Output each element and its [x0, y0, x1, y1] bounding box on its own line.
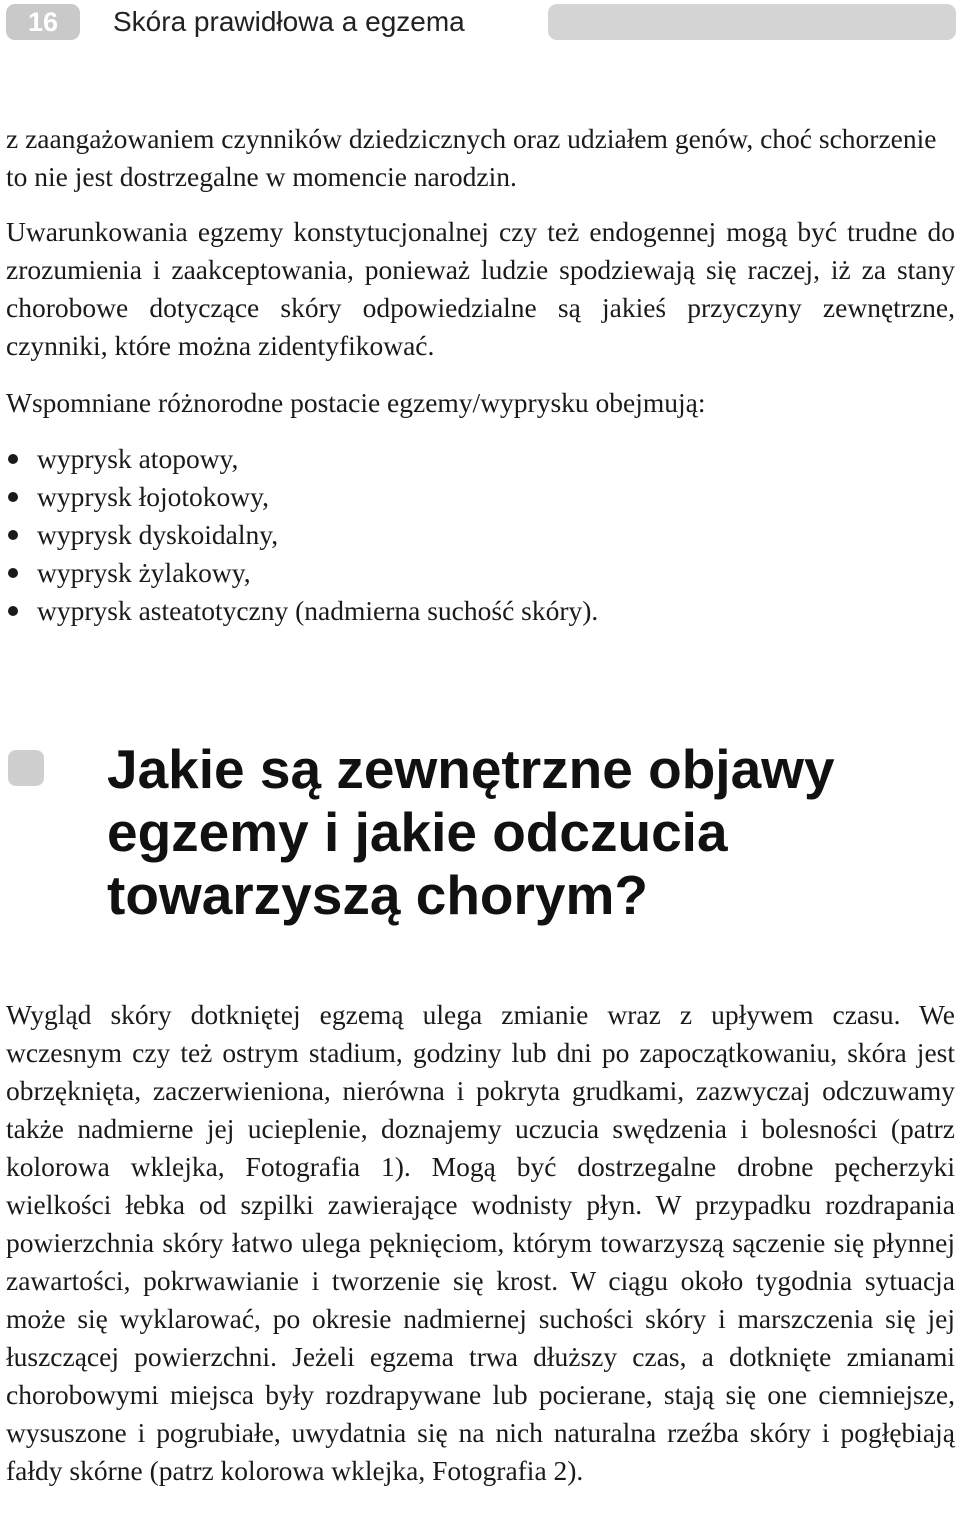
list-item-text: wyprysk żylakowy, — [37, 557, 251, 588]
page-header — [0, 0, 960, 46]
paragraph-causes: Uwarunkowania egzemy konstytucjonalnej czy też endogennej mogą być trudne do zrozumienia i zaakceptowania, ponieważ ludzie spodziewają się raczej, iż za stany chorobowe dotyczące skóry odpowiedzialne są jakieś przyczyny zewnętrzne, czynniki, które można zidentyfikować. — [6, 216, 955, 361]
bullet-icon — [8, 606, 18, 616]
page-number-badge: 16 — [6, 4, 80, 40]
list-item — [0, 478, 949, 516]
paragraph-intro: z zaangażowaniem czynników dziedzicznych oraz udziałem genów, choć schorzenie to nie jest dostrzegalne w momencie narodzin. — [6, 123, 937, 192]
chapter-title: Skóra prawidłowa a egzema — [113, 6, 465, 37]
bullet-icon — [8, 454, 18, 464]
paragraph-list-intro: Wspomniane różnorodne postacie egzemy/wyprysku obejmują: — [6, 387, 706, 418]
section-body-paragraph: Wygląd skóry dotkniętej egzemą ulega zmianie wraz z upływem czasu. We wczesnym czy też ostrym stadium, godziny lub dni po zapoczątkowaniu, skóra jest obrzęknięta, zaczerwieniona, nierówna i pokryta grudkami, zazwyczaj odczuwamy także nadmierne jej ucieplenie, doznajemy uczucia swędzenia i bolesności (patrz kolorowa wklejka, Fotografia 1). Mogą być dostrzegalne drobne pęcherzyki wielkości łebka od szpilki zawierające wodnisty płyn. W przypadku rozdrapania powierzchnia skóry łatwo ulega pęknięciom, którym towarzyszą sączenie się płynnej zawartości, pokrwawianie i tworzenie się krost. W ciągu około tygodnia sytuacja może się wyklarować, po okresie nadmiernej suchości skóry i marszczenia się jej łuszczącej powierzchni. Jeżeli egzema trwa dłuższy czas, a dotknięte zmianami chorobowymi miejsca były rozdrapywane lub pocierane, stają się one ciemniejsze, wysuszone i pogrubiałe, uwydatnia się na nich naturalna rzeźba skóry i pogłębiają fałdy skórne (patrz kolorowa wklejka, Fotografia 2). — [6, 999, 955, 1486]
eczema-types-list — [0, 440, 949, 630]
bullet-icon — [8, 492, 18, 502]
header-decorative-bar — [548, 4, 956, 40]
list-item — [0, 592, 949, 630]
list-item-text: wyprysk asteatotyczny (nadmierna suchość skóry). — [37, 595, 599, 626]
list-item — [0, 516, 949, 554]
list-item-text: wyprysk dyskoidalny, — [37, 519, 279, 550]
list-item — [0, 554, 949, 592]
section-heading: Jakie są zewnętrzne objawy egzemy i jakie odczucia towarzyszą chorym? — [107, 738, 835, 926]
section-marker-square — [8, 750, 44, 786]
list-item — [0, 440, 949, 478]
list-item-text: wyprysk atopowy, — [37, 443, 239, 474]
bullet-icon — [8, 530, 18, 540]
list-item-text: wyprysk łojotokowy, — [37, 481, 269, 512]
bullet-icon — [8, 568, 18, 578]
